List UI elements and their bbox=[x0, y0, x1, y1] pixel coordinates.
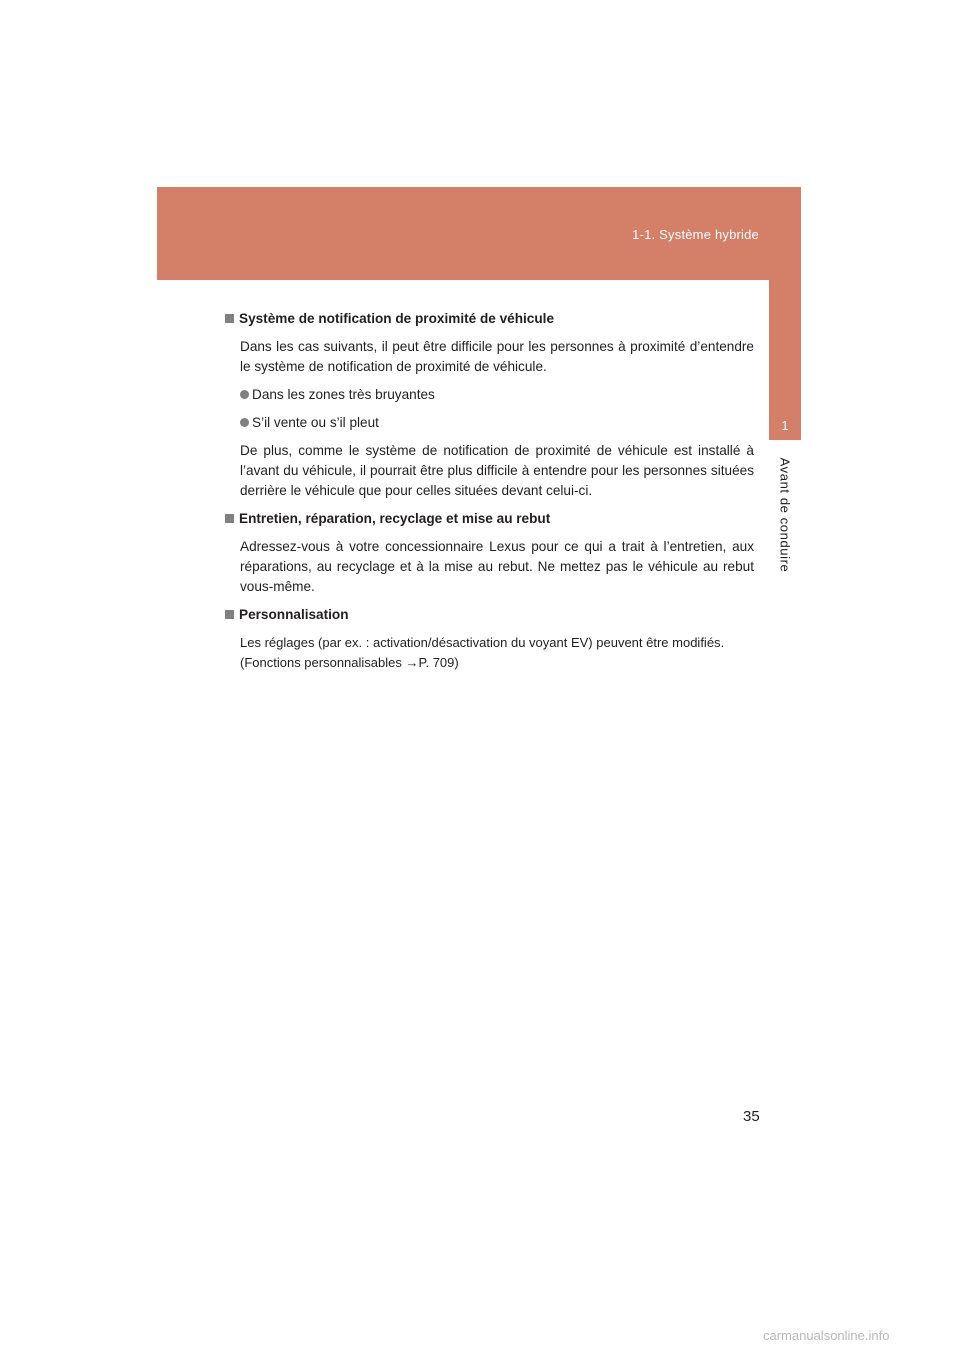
list-item bbox=[240, 385, 754, 405]
heading-text: Personnalisation bbox=[239, 607, 349, 622]
page-content bbox=[224, 309, 754, 681]
section-heading bbox=[224, 605, 754, 625]
circle-bullet-icon bbox=[240, 390, 249, 399]
section-proximity-notification bbox=[224, 309, 754, 501]
heading-text: Système de notification de proximité de véhicule bbox=[239, 311, 555, 326]
heading-text: Entretien, réparation, recyclage et mise au rebut bbox=[239, 511, 551, 526]
cross-reference: (Fonctions personnalisables →P. 709) bbox=[240, 655, 459, 670]
section-title: 1-1. Système hybride bbox=[632, 227, 759, 242]
paragraph: Les réglages (par ex. : activation/désactivation du voyant EV) peuvent être modifiés. bbox=[240, 635, 725, 650]
paragraph: Dans les cas suivants, il peut être difficile pour les personnes à proximité d’entendre le système de notification de proximité de véhicule. bbox=[240, 339, 754, 374]
square-bullet-icon bbox=[225, 610, 234, 619]
page-number: 35 bbox=[743, 1108, 760, 1125]
chapter-label: Avant de conduire bbox=[777, 457, 793, 573]
paragraph: Adressez-vous à votre concessionnaire Lexus pour ce qui a trait à l’entretien, aux réparations, au recyclage et à la mise au rebut. Ne mettez pas le véhicule au rebut vous-même. bbox=[240, 539, 754, 594]
chapter-tab bbox=[769, 280, 801, 440]
section-heading bbox=[224, 309, 754, 329]
list-item bbox=[240, 413, 754, 433]
watermark: carmanualsonline.info bbox=[763, 1328, 890, 1343]
chapter-number: 1 bbox=[781, 418, 789, 433]
section-heading bbox=[224, 509, 754, 529]
list-item-text: S’il vente ou s’il pleut bbox=[252, 415, 379, 430]
square-bullet-icon bbox=[225, 514, 234, 523]
section-personalization bbox=[224, 605, 754, 673]
circle-bullet-icon bbox=[240, 418, 249, 427]
square-bullet-icon bbox=[225, 314, 234, 323]
section-maintenance bbox=[224, 509, 754, 597]
paragraph: De plus, comme le système de notification de proximité de véhicule est installé à l’avant du véhicule, il pourrait être plus difficile à entendre pour les personnes situées derrière le véhicule que pour celles situées devant celui-ci. bbox=[240, 443, 754, 498]
header-band bbox=[157, 187, 801, 280]
list-item-text: Dans les zones très bruyantes bbox=[252, 387, 435, 402]
